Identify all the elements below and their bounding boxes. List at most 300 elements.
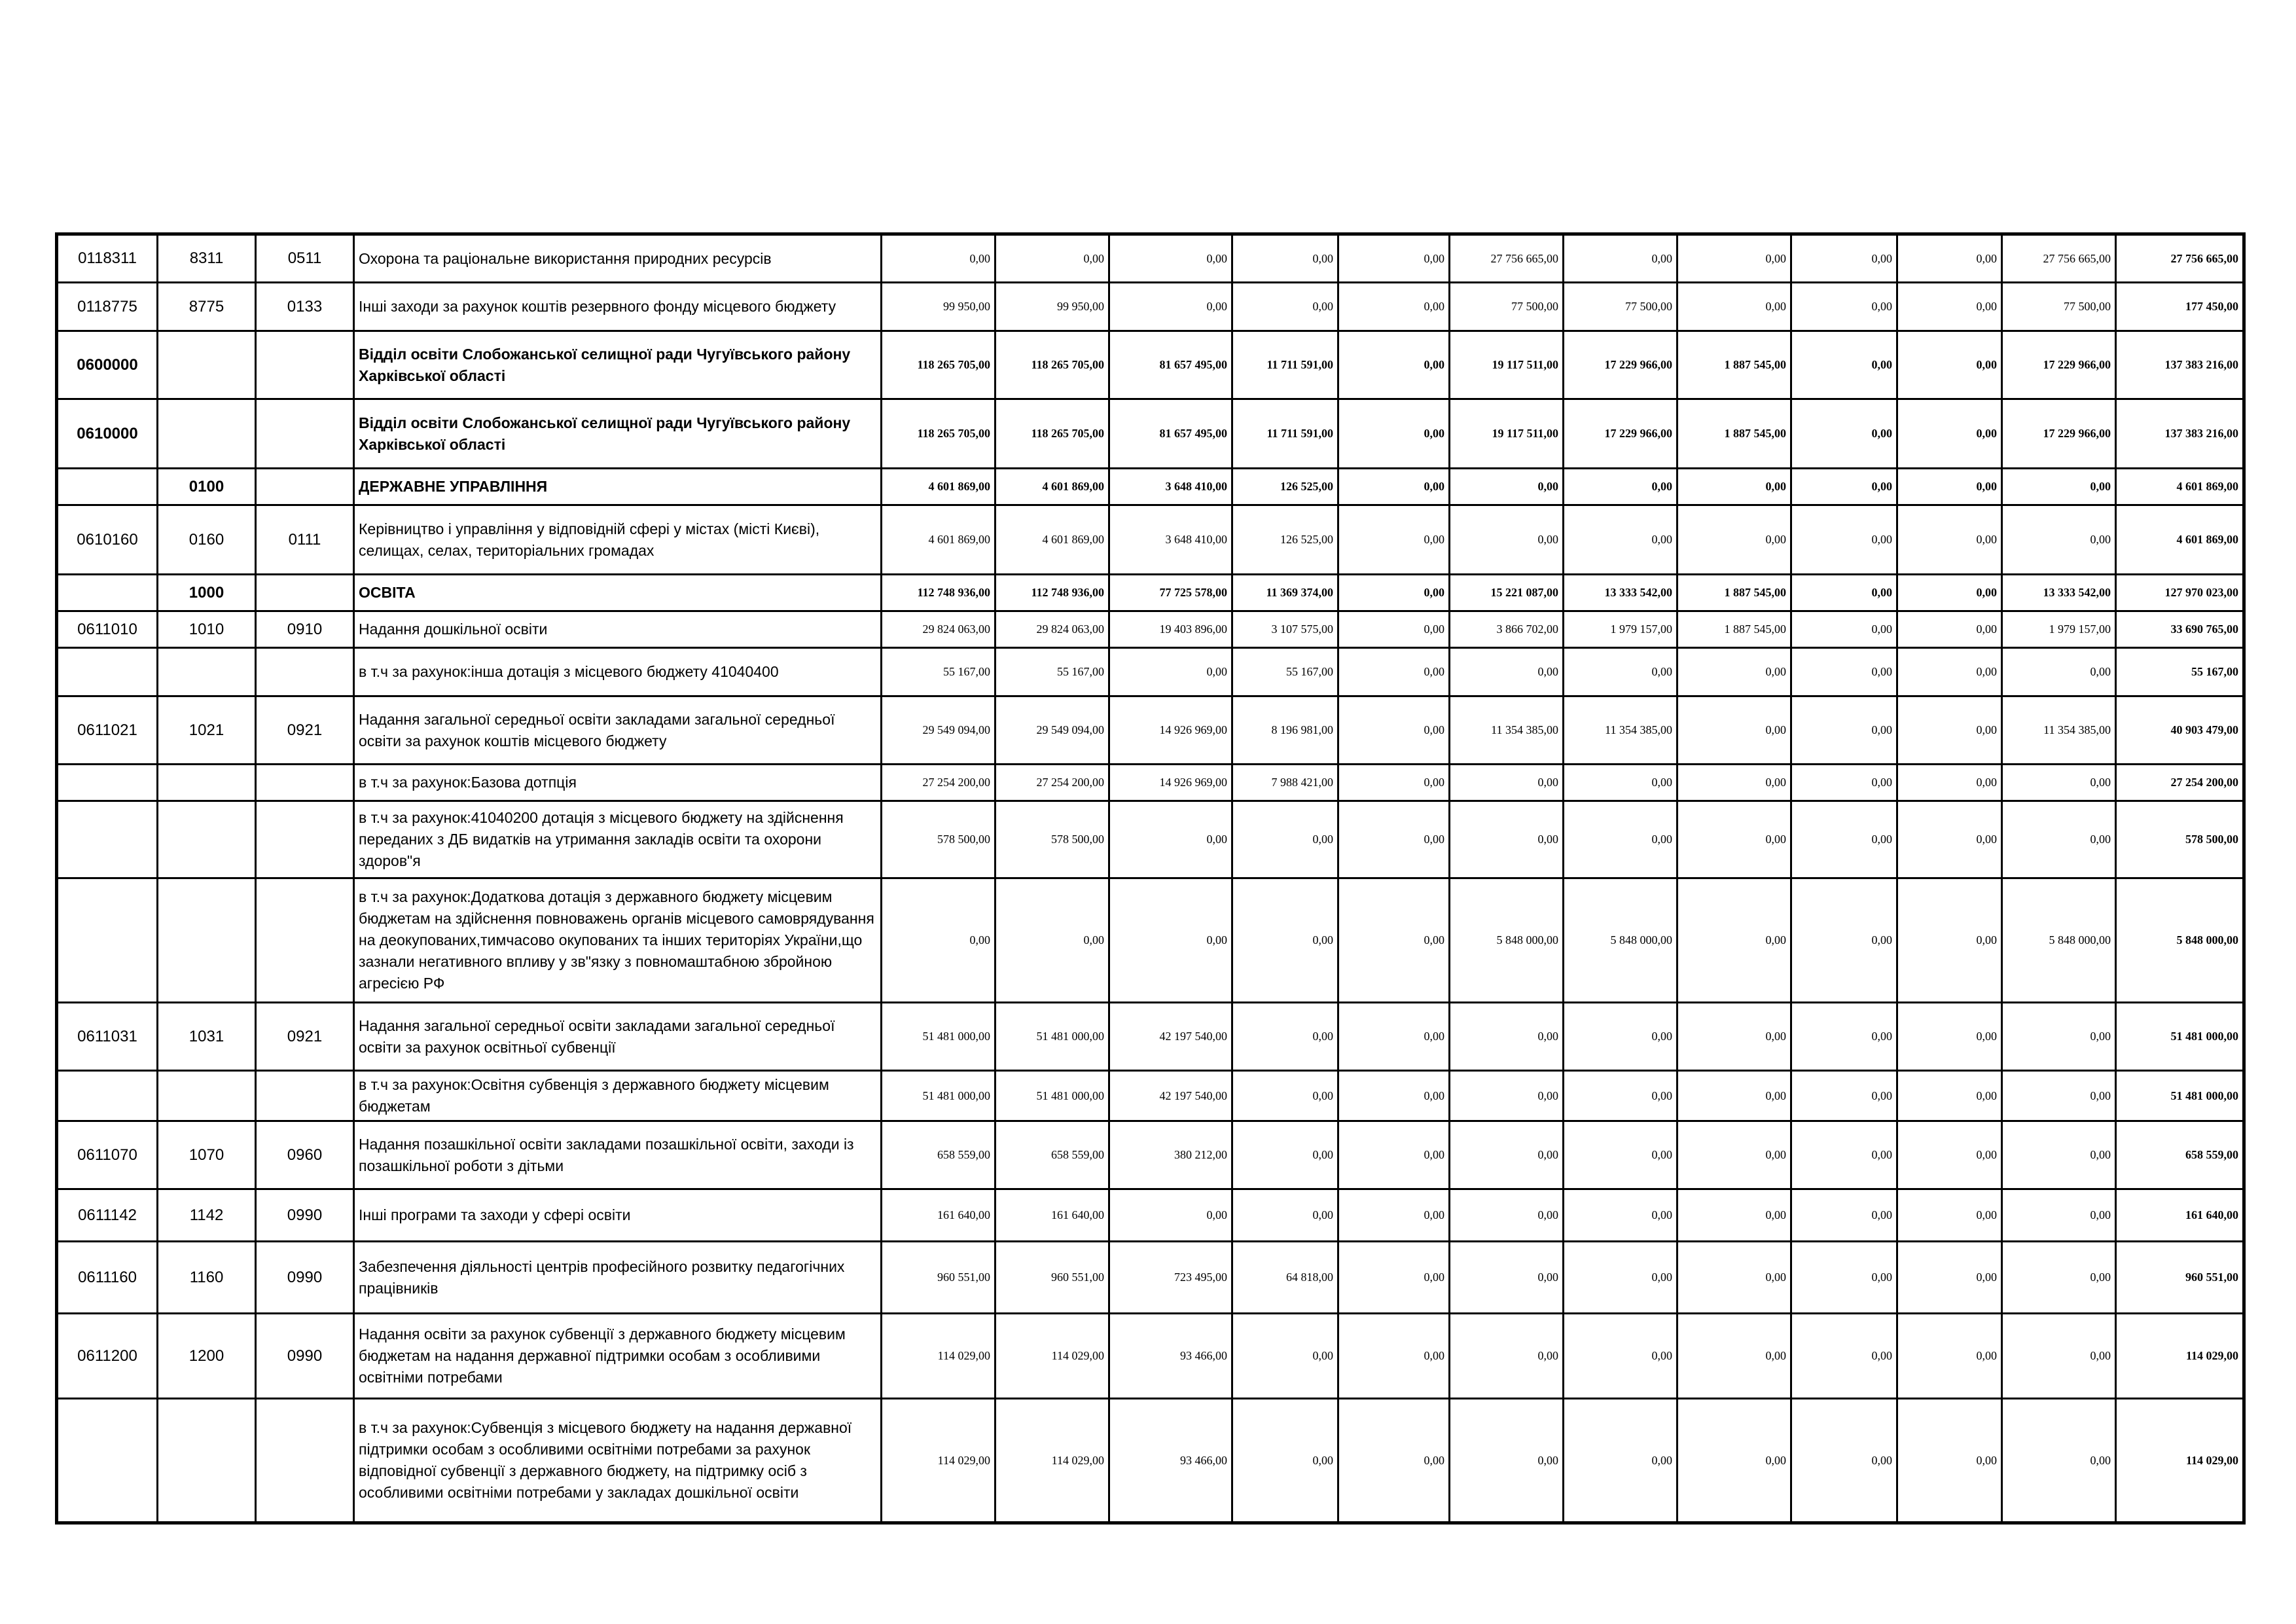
amount-cell: 11 711 591,00 bbox=[1232, 331, 1338, 399]
code-cell-c1: 0118775 bbox=[57, 283, 158, 331]
amount-cell: 13 333 542,00 bbox=[1564, 575, 1677, 611]
code-cell-c1 bbox=[57, 765, 158, 801]
code-cell-c1: 0611142 bbox=[57, 1189, 158, 1242]
amount-cell: 0,00 bbox=[1677, 1071, 1791, 1121]
amount-cell: 0,00 bbox=[1338, 765, 1450, 801]
code-cell-c3 bbox=[256, 1071, 354, 1121]
amount-cell: 0,00 bbox=[1677, 469, 1791, 505]
amount-cell: 1 887 545,00 bbox=[1677, 399, 1791, 469]
amount-cell: 0,00 bbox=[1109, 878, 1232, 1003]
table-row bbox=[57, 878, 2244, 1003]
code-cell-c3 bbox=[256, 399, 354, 469]
code-cell-c2 bbox=[158, 1071, 256, 1121]
amount-cell: 0,00 bbox=[1232, 1189, 1338, 1242]
amount-cell: 0,00 bbox=[1897, 469, 2002, 505]
code-cell-c3 bbox=[256, 878, 354, 1003]
table-row bbox=[57, 765, 2244, 801]
code-cell-c1: 0600000 bbox=[57, 331, 158, 399]
amount-cell: 0,00 bbox=[1232, 1003, 1338, 1071]
amount-cell: 77 500,00 bbox=[1564, 283, 1677, 331]
amount-cell: 29 549 094,00 bbox=[882, 696, 996, 765]
code-cell-c3: 0990 bbox=[256, 1242, 354, 1314]
amount-cell: 3 648 410,00 bbox=[1109, 505, 1232, 575]
amount-cell: 0,00 bbox=[1564, 1314, 1677, 1399]
code-cell-c3: 0910 bbox=[256, 611, 354, 648]
amount-cell: 1 887 545,00 bbox=[1677, 575, 1791, 611]
amount-cell: 0,00 bbox=[1450, 648, 1564, 696]
amount-cell: 19 117 511,00 bbox=[1450, 331, 1564, 399]
amount-cell: 0,00 bbox=[1109, 234, 1232, 283]
amount-cell: 0,00 bbox=[1897, 1121, 2002, 1189]
amount-cell: 55 167,00 bbox=[882, 648, 996, 696]
amount-cell: 0,00 bbox=[1338, 283, 1450, 331]
item-name-cell: Забезпечення діяльності центрів професійного розвитку педагогічних працівників bbox=[354, 1242, 882, 1314]
code-cell-c2 bbox=[158, 331, 256, 399]
amount-cell: 0,00 bbox=[1791, 283, 1897, 331]
amount-cell: 27 756 665,00 bbox=[2002, 234, 2116, 283]
amount-cell: 0,00 bbox=[1564, 1071, 1677, 1121]
code-cell-c1 bbox=[57, 1071, 158, 1121]
amount-cell: 19 117 511,00 bbox=[1450, 399, 1564, 469]
amount-cell: 0,00 bbox=[1897, 399, 2002, 469]
amount-cell: 0,00 bbox=[1791, 505, 1897, 575]
amount-cell: 4 601 869,00 bbox=[882, 505, 996, 575]
amount-cell: 0,00 bbox=[1338, 801, 1450, 878]
total-value-cell: 51 481 000,00 bbox=[2116, 1003, 2244, 1071]
amount-cell: 0,00 bbox=[1791, 1071, 1897, 1121]
total-value-cell: 127 970 023,00 bbox=[2116, 575, 2244, 611]
amount-cell: 960 551,00 bbox=[882, 1242, 996, 1314]
table-row bbox=[57, 1399, 2244, 1523]
amount-cell: 0,00 bbox=[1791, 765, 1897, 801]
amount-cell: 0,00 bbox=[2002, 1242, 2116, 1314]
table-row bbox=[57, 1242, 2244, 1314]
item-name-cell: Надання загальної середньої освіти закладами загальної середньої освіти за рахунок освітньої субвенції bbox=[354, 1003, 882, 1071]
amount-cell: 0,00 bbox=[1791, 1242, 1897, 1314]
amount-cell: 0,00 bbox=[1450, 1189, 1564, 1242]
amount-cell: 27 254 200,00 bbox=[882, 765, 996, 801]
amount-cell: 0,00 bbox=[1897, 331, 2002, 399]
amount-cell: 0,00 bbox=[1450, 1314, 1564, 1399]
amount-cell: 4 601 869,00 bbox=[996, 505, 1109, 575]
amount-cell: 0,00 bbox=[1338, 1003, 1450, 1071]
item-name-cell: в т.ч за рахунок:Субвенція з місцевого бюджету на надання державної підтримки особам з особливими освітніми потребами за рахунок відповідної субвенції з державного бюджету, на підтримку осіб з особливими освітніми потребами у закладах дошкільної освіти bbox=[354, 1399, 882, 1523]
amount-cell: 77 725 578,00 bbox=[1109, 575, 1232, 611]
item-name-cell: в т.ч за рахунок:Додаткова дотація з державного бюджету місцевим бюджетам на здійснення повноважень органів місцевого самоврядування на деокупованих,тимчасово окупованих та інших територіях України,що зазнали негативного впливу у зв"язку з повномаштабною збройною агресією РФ bbox=[354, 878, 882, 1003]
amount-cell: 99 950,00 bbox=[882, 283, 996, 331]
amount-cell: 3 648 410,00 bbox=[1109, 469, 1232, 505]
total-value-cell: 33 690 765,00 bbox=[2116, 611, 2244, 648]
total-value-cell: 114 029,00 bbox=[2116, 1399, 2244, 1523]
code-cell-c2: 1070 bbox=[158, 1121, 256, 1189]
item-name-cell: ДЕРЖАВНЕ УПРАВЛІННЯ bbox=[354, 469, 882, 505]
code-cell-c3 bbox=[256, 801, 354, 878]
amount-cell: 161 640,00 bbox=[882, 1189, 996, 1242]
amount-cell: 14 926 969,00 bbox=[1109, 765, 1232, 801]
amount-cell: 0,00 bbox=[1450, 801, 1564, 878]
amount-cell: 0,00 bbox=[1791, 1121, 1897, 1189]
amount-cell: 0,00 bbox=[1791, 1399, 1897, 1523]
amount-cell: 0,00 bbox=[1897, 878, 2002, 1003]
amount-cell: 17 229 966,00 bbox=[2002, 399, 2116, 469]
amount-cell: 0,00 bbox=[1109, 648, 1232, 696]
code-cell-c3 bbox=[256, 575, 354, 611]
table-row bbox=[57, 648, 2244, 696]
amount-cell: 0,00 bbox=[1897, 505, 2002, 575]
amount-cell: 0,00 bbox=[1564, 505, 1677, 575]
amount-cell: 77 500,00 bbox=[1450, 283, 1564, 331]
amount-cell: 51 481 000,00 bbox=[882, 1003, 996, 1071]
amount-cell: 0,00 bbox=[1677, 283, 1791, 331]
amount-cell: 0,00 bbox=[1897, 1003, 2002, 1071]
amount-cell: 0,00 bbox=[1338, 648, 1450, 696]
code-cell-c2: 1160 bbox=[158, 1242, 256, 1314]
amount-cell: 0,00 bbox=[1897, 1314, 2002, 1399]
amount-cell: 0,00 bbox=[1564, 1003, 1677, 1071]
amount-cell: 0,00 bbox=[1450, 1003, 1564, 1071]
amount-cell: 0,00 bbox=[1450, 1121, 1564, 1189]
code-cell-c2: 0160 bbox=[158, 505, 256, 575]
amount-cell: 0,00 bbox=[2002, 1121, 2116, 1189]
item-name-cell: Надання загальної середньої освіти закладами загальної середньої освіти за рахунок коштів місцевого бюджету bbox=[354, 696, 882, 765]
code-cell-c1: 0610160 bbox=[57, 505, 158, 575]
total-value-cell: 658 559,00 bbox=[2116, 1121, 2244, 1189]
amount-cell: 93 466,00 bbox=[1109, 1399, 1232, 1523]
amount-cell: 118 265 705,00 bbox=[882, 331, 996, 399]
total-value-cell: 114 029,00 bbox=[2116, 1314, 2244, 1399]
amount-cell: 0,00 bbox=[1897, 575, 2002, 611]
amount-cell: 5 848 000,00 bbox=[1564, 878, 1677, 1003]
amount-cell: 55 167,00 bbox=[996, 648, 1109, 696]
amount-cell: 27 254 200,00 bbox=[996, 765, 1109, 801]
amount-cell: 0,00 bbox=[882, 878, 996, 1003]
amount-cell: 118 265 705,00 bbox=[882, 399, 996, 469]
code-cell-c3 bbox=[256, 648, 354, 696]
amount-cell: 11 711 591,00 bbox=[1232, 399, 1338, 469]
amount-cell: 0,00 bbox=[1897, 1189, 2002, 1242]
amount-cell: 0,00 bbox=[882, 234, 996, 283]
amount-cell: 0,00 bbox=[1677, 1189, 1791, 1242]
code-cell-c1: 0611200 bbox=[57, 1314, 158, 1399]
amount-cell: 5 848 000,00 bbox=[1450, 878, 1564, 1003]
amount-cell: 19 403 896,00 bbox=[1109, 611, 1232, 648]
item-name-cell: в т.ч за рахунок:Освітня субвенція з державного бюджету місцевим бюджетам bbox=[354, 1071, 882, 1121]
total-value-cell: 5 848 000,00 bbox=[2116, 878, 2244, 1003]
table-row bbox=[57, 696, 2244, 765]
amount-cell: 0,00 bbox=[2002, 1003, 2116, 1071]
amount-cell: 0,00 bbox=[1791, 469, 1897, 505]
amount-cell: 0,00 bbox=[1338, 469, 1450, 505]
amount-cell: 93 466,00 bbox=[1109, 1314, 1232, 1399]
amount-cell: 0,00 bbox=[1564, 1399, 1677, 1523]
table-row bbox=[57, 1189, 2244, 1242]
amount-cell: 0,00 bbox=[1232, 1314, 1338, 1399]
amount-cell: 0,00 bbox=[1338, 1314, 1450, 1399]
amount-cell: 0,00 bbox=[1677, 234, 1791, 283]
amount-cell: 17 229 966,00 bbox=[2002, 331, 2116, 399]
item-name-cell: Охорона та раціональне використання природних ресурсів bbox=[354, 234, 882, 283]
amount-cell: 960 551,00 bbox=[996, 1242, 1109, 1314]
code-cell-c3: 0990 bbox=[256, 1314, 354, 1399]
amount-cell: 0,00 bbox=[1791, 801, 1897, 878]
table-row bbox=[57, 1003, 2244, 1071]
total-value-cell: 161 640,00 bbox=[2116, 1189, 2244, 1242]
amount-cell: 5 848 000,00 bbox=[2002, 878, 2116, 1003]
amount-cell: 29 549 094,00 bbox=[996, 696, 1109, 765]
total-value-cell: 40 903 479,00 bbox=[2116, 696, 2244, 765]
total-value-cell: 578 500,00 bbox=[2116, 801, 2244, 878]
amount-cell: 380 212,00 bbox=[1109, 1121, 1232, 1189]
code-cell-c3: 0990 bbox=[256, 1189, 354, 1242]
table-row bbox=[57, 469, 2244, 505]
code-cell-c1 bbox=[57, 801, 158, 878]
total-value-cell: 51 481 000,00 bbox=[2116, 1071, 2244, 1121]
amount-cell: 0,00 bbox=[1450, 505, 1564, 575]
amount-cell: 0,00 bbox=[1897, 1242, 2002, 1314]
item-name-cell: в т.ч за рахунок:41040200 дотація з місцевого бюджету на здійснення переданих з ДБ видатків на утримання закладів освіти та охорони здоров"я bbox=[354, 801, 882, 878]
amount-cell: 114 029,00 bbox=[882, 1399, 996, 1523]
table-row bbox=[57, 331, 2244, 399]
code-cell-c1: 0611160 bbox=[57, 1242, 158, 1314]
item-name-cell: Відділ освіти Слобожанської селищної ради Чугуївського району Харківської області bbox=[354, 399, 882, 469]
amount-cell: 0,00 bbox=[1564, 1121, 1677, 1189]
amount-cell: 0,00 bbox=[1791, 331, 1897, 399]
item-name-cell: Надання освіти за рахунок субвенції з державного бюджету місцевим бюджетам на надання державної підтримки особам з особливими освітніми потребами bbox=[354, 1314, 882, 1399]
amount-cell: 0,00 bbox=[1450, 469, 1564, 505]
amount-cell: 658 559,00 bbox=[996, 1121, 1109, 1189]
amount-cell: 0,00 bbox=[1897, 234, 2002, 283]
code-cell-c2: 0100 bbox=[158, 469, 256, 505]
amount-cell: 0,00 bbox=[1338, 1189, 1450, 1242]
amount-cell: 126 525,00 bbox=[1232, 505, 1338, 575]
amount-cell: 0,00 bbox=[1791, 648, 1897, 696]
table-row bbox=[57, 801, 2244, 878]
amount-cell: 51 481 000,00 bbox=[996, 1003, 1109, 1071]
total-value-cell: 960 551,00 bbox=[2116, 1242, 2244, 1314]
amount-cell: 42 197 540,00 bbox=[1109, 1003, 1232, 1071]
amount-cell: 0,00 bbox=[1564, 1242, 1677, 1314]
amount-cell: 0,00 bbox=[1564, 765, 1677, 801]
amount-cell: 0,00 bbox=[1564, 234, 1677, 283]
code-cell-c1 bbox=[57, 1399, 158, 1523]
total-value-cell: 27 756 665,00 bbox=[2116, 234, 2244, 283]
amount-cell: 64 818,00 bbox=[1232, 1242, 1338, 1314]
amount-cell: 51 481 000,00 bbox=[996, 1071, 1109, 1121]
amount-cell: 0,00 bbox=[1897, 696, 2002, 765]
code-cell-c2: 8775 bbox=[158, 283, 256, 331]
code-cell-c3: 0960 bbox=[256, 1121, 354, 1189]
amount-cell: 0,00 bbox=[1232, 878, 1338, 1003]
amount-cell: 0,00 bbox=[1338, 696, 1450, 765]
amount-cell: 0,00 bbox=[1338, 1121, 1450, 1189]
amount-cell: 0,00 bbox=[1338, 1071, 1450, 1121]
amount-cell: 0,00 bbox=[1897, 283, 2002, 331]
item-name-cell: Інші програми та заходи у сфері освіти bbox=[354, 1189, 882, 1242]
amount-cell: 3 866 702,00 bbox=[1450, 611, 1564, 648]
amount-cell: 17 229 966,00 bbox=[1564, 331, 1677, 399]
amount-cell: 0,00 bbox=[1677, 1314, 1791, 1399]
amount-cell: 723 495,00 bbox=[1109, 1242, 1232, 1314]
code-cell-c2: 1031 bbox=[158, 1003, 256, 1071]
amount-cell: 0,00 bbox=[1232, 1121, 1338, 1189]
amount-cell: 0,00 bbox=[2002, 1399, 2116, 1523]
amount-cell: 112 748 936,00 bbox=[996, 575, 1109, 611]
amount-cell: 0,00 bbox=[1338, 234, 1450, 283]
amount-cell: 0,00 bbox=[2002, 1314, 2116, 1399]
amount-cell: 0,00 bbox=[1232, 1399, 1338, 1523]
amount-cell: 0,00 bbox=[1791, 1189, 1897, 1242]
amount-cell: 0,00 bbox=[1109, 801, 1232, 878]
amount-cell: 0,00 bbox=[1791, 575, 1897, 611]
code-cell-c1: 0611021 bbox=[57, 696, 158, 765]
item-name-cell: ОСВІТА bbox=[354, 575, 882, 611]
amount-cell: 7 988 421,00 bbox=[1232, 765, 1338, 801]
code-cell-c3 bbox=[256, 1399, 354, 1523]
code-cell-c2: 1000 bbox=[158, 575, 256, 611]
amount-cell: 29 824 063,00 bbox=[996, 611, 1109, 648]
amount-cell: 0,00 bbox=[1564, 469, 1677, 505]
code-cell-c1: 0611010 bbox=[57, 611, 158, 648]
amount-cell: 8 196 981,00 bbox=[1232, 696, 1338, 765]
amount-cell: 126 525,00 bbox=[1232, 469, 1338, 505]
amount-cell: 0,00 bbox=[1791, 1314, 1897, 1399]
amount-cell: 0,00 bbox=[1338, 611, 1450, 648]
amount-cell: 3 107 575,00 bbox=[1232, 611, 1338, 648]
amount-cell: 0,00 bbox=[1677, 1242, 1791, 1314]
amount-cell: 114 029,00 bbox=[996, 1399, 1109, 1523]
code-cell-c3 bbox=[256, 331, 354, 399]
amount-cell: 14 926 969,00 bbox=[1109, 696, 1232, 765]
amount-cell: 0,00 bbox=[1450, 765, 1564, 801]
amount-cell: 118 265 705,00 bbox=[996, 331, 1109, 399]
code-cell-c2 bbox=[158, 399, 256, 469]
amount-cell: 161 640,00 bbox=[996, 1189, 1109, 1242]
amount-cell: 1 887 545,00 bbox=[1677, 611, 1791, 648]
code-cell-c2: 8311 bbox=[158, 234, 256, 283]
code-cell-c1 bbox=[57, 469, 158, 505]
budget-table bbox=[55, 232, 2246, 1525]
amount-cell: 29 824 063,00 bbox=[882, 611, 996, 648]
code-cell-c1 bbox=[57, 575, 158, 611]
amount-cell: 0,00 bbox=[1677, 1003, 1791, 1071]
amount-cell: 0,00 bbox=[2002, 505, 2116, 575]
total-value-cell: 4 601 869,00 bbox=[2116, 505, 2244, 575]
amount-cell: 0,00 bbox=[1109, 1189, 1232, 1242]
amount-cell: 0,00 bbox=[2002, 469, 2116, 505]
code-cell-c1: 0611070 bbox=[57, 1121, 158, 1189]
amount-cell: 55 167,00 bbox=[1232, 648, 1338, 696]
amount-cell: 4 601 869,00 bbox=[882, 469, 996, 505]
amount-cell: 13 333 542,00 bbox=[2002, 575, 2116, 611]
amount-cell: 0,00 bbox=[1450, 1399, 1564, 1523]
code-cell-c2: 1200 bbox=[158, 1314, 256, 1399]
amount-cell: 81 657 495,00 bbox=[1109, 399, 1232, 469]
amount-cell: 15 221 087,00 bbox=[1450, 575, 1564, 611]
code-cell-c1: 0610000 bbox=[57, 399, 158, 469]
code-cell-c3: 0511 bbox=[256, 234, 354, 283]
amount-cell: 0,00 bbox=[1897, 801, 2002, 878]
amount-cell: 0,00 bbox=[1450, 1071, 1564, 1121]
table-row bbox=[57, 611, 2244, 648]
amount-cell: 42 197 540,00 bbox=[1109, 1071, 1232, 1121]
table-row bbox=[57, 399, 2244, 469]
amount-cell: 1 979 157,00 bbox=[1564, 611, 1677, 648]
amount-cell: 0,00 bbox=[1564, 648, 1677, 696]
amount-cell: 0,00 bbox=[1897, 648, 2002, 696]
amount-cell: 0,00 bbox=[1677, 696, 1791, 765]
code-cell-c2 bbox=[158, 878, 256, 1003]
amount-cell: 118 265 705,00 bbox=[996, 399, 1109, 469]
amount-cell: 0,00 bbox=[1791, 696, 1897, 765]
table-row bbox=[57, 234, 2244, 283]
total-value-cell: 137 383 216,00 bbox=[2116, 331, 2244, 399]
amount-cell: 1 887 545,00 bbox=[1677, 331, 1791, 399]
item-name-cell: Надання дошкільної освіти bbox=[354, 611, 882, 648]
code-cell-c3: 0133 bbox=[256, 283, 354, 331]
amount-cell: 0,00 bbox=[1338, 331, 1450, 399]
table-row bbox=[57, 1314, 2244, 1399]
code-cell-c2 bbox=[158, 765, 256, 801]
amount-cell: 0,00 bbox=[1338, 575, 1450, 611]
amount-cell: 0,00 bbox=[1677, 1399, 1791, 1523]
amount-cell: 0,00 bbox=[2002, 1071, 2116, 1121]
amount-cell: 0,00 bbox=[1791, 878, 1897, 1003]
code-cell-c2: 1021 bbox=[158, 696, 256, 765]
amount-cell: 51 481 000,00 bbox=[882, 1071, 996, 1121]
amount-cell: 0,00 bbox=[1677, 878, 1791, 1003]
amount-cell: 0,00 bbox=[1338, 399, 1450, 469]
amount-cell: 0,00 bbox=[1897, 765, 2002, 801]
amount-cell: 0,00 bbox=[2002, 1189, 2116, 1242]
amount-cell: 11 369 374,00 bbox=[1232, 575, 1338, 611]
item-name-cell: в т.ч за рахунок:Базова дотпція bbox=[354, 765, 882, 801]
item-name-cell: Надання позашкільної освіти закладами позашкільної освіти, заходи із позашкільної роботи з дітьми bbox=[354, 1121, 882, 1189]
item-name-cell: Відділ освіти Слобожанської селищної ради Чугуївського району Харківської області bbox=[354, 331, 882, 399]
amount-cell: 27 756 665,00 bbox=[1450, 234, 1564, 283]
total-value-cell: 137 383 216,00 bbox=[2116, 399, 2244, 469]
item-name-cell: в т.ч за рахунок:інша дотація з місцевого бюджету 41040400 bbox=[354, 648, 882, 696]
amount-cell: 0,00 bbox=[1450, 1242, 1564, 1314]
code-cell-c3 bbox=[256, 469, 354, 505]
code-cell-c3: 0921 bbox=[256, 1003, 354, 1071]
total-value-cell: 4 601 869,00 bbox=[2116, 469, 2244, 505]
amount-cell: 99 950,00 bbox=[996, 283, 1109, 331]
amount-cell: 0,00 bbox=[1791, 1003, 1897, 1071]
amount-cell: 0,00 bbox=[1897, 1399, 2002, 1523]
amount-cell: 0,00 bbox=[1677, 801, 1791, 878]
amount-cell: 0,00 bbox=[1677, 765, 1791, 801]
amount-cell: 0,00 bbox=[1564, 1189, 1677, 1242]
amount-cell: 0,00 bbox=[1791, 399, 1897, 469]
item-name-cell: Керівництво і управління у відповідній сфері у містах (місті Києві), селищах, селах, територіальних громадах bbox=[354, 505, 882, 575]
amount-cell: 81 657 495,00 bbox=[1109, 331, 1232, 399]
table-row bbox=[57, 1071, 2244, 1121]
amount-cell: 0,00 bbox=[1232, 234, 1338, 283]
amount-cell: 578 500,00 bbox=[882, 801, 996, 878]
amount-cell: 77 500,00 bbox=[2002, 283, 2116, 331]
table-row bbox=[57, 575, 2244, 611]
amount-cell: 114 029,00 bbox=[996, 1314, 1109, 1399]
amount-cell: 0,00 bbox=[1791, 234, 1897, 283]
table-row bbox=[57, 283, 2244, 331]
code-cell-c1: 0118311 bbox=[57, 234, 158, 283]
amount-cell: 0,00 bbox=[2002, 801, 2116, 878]
amount-cell: 578 500,00 bbox=[996, 801, 1109, 878]
amount-cell: 0,00 bbox=[1232, 801, 1338, 878]
amount-cell: 112 748 936,00 bbox=[882, 575, 996, 611]
code-cell-c3: 0921 bbox=[256, 696, 354, 765]
amount-cell: 0,00 bbox=[1791, 611, 1897, 648]
